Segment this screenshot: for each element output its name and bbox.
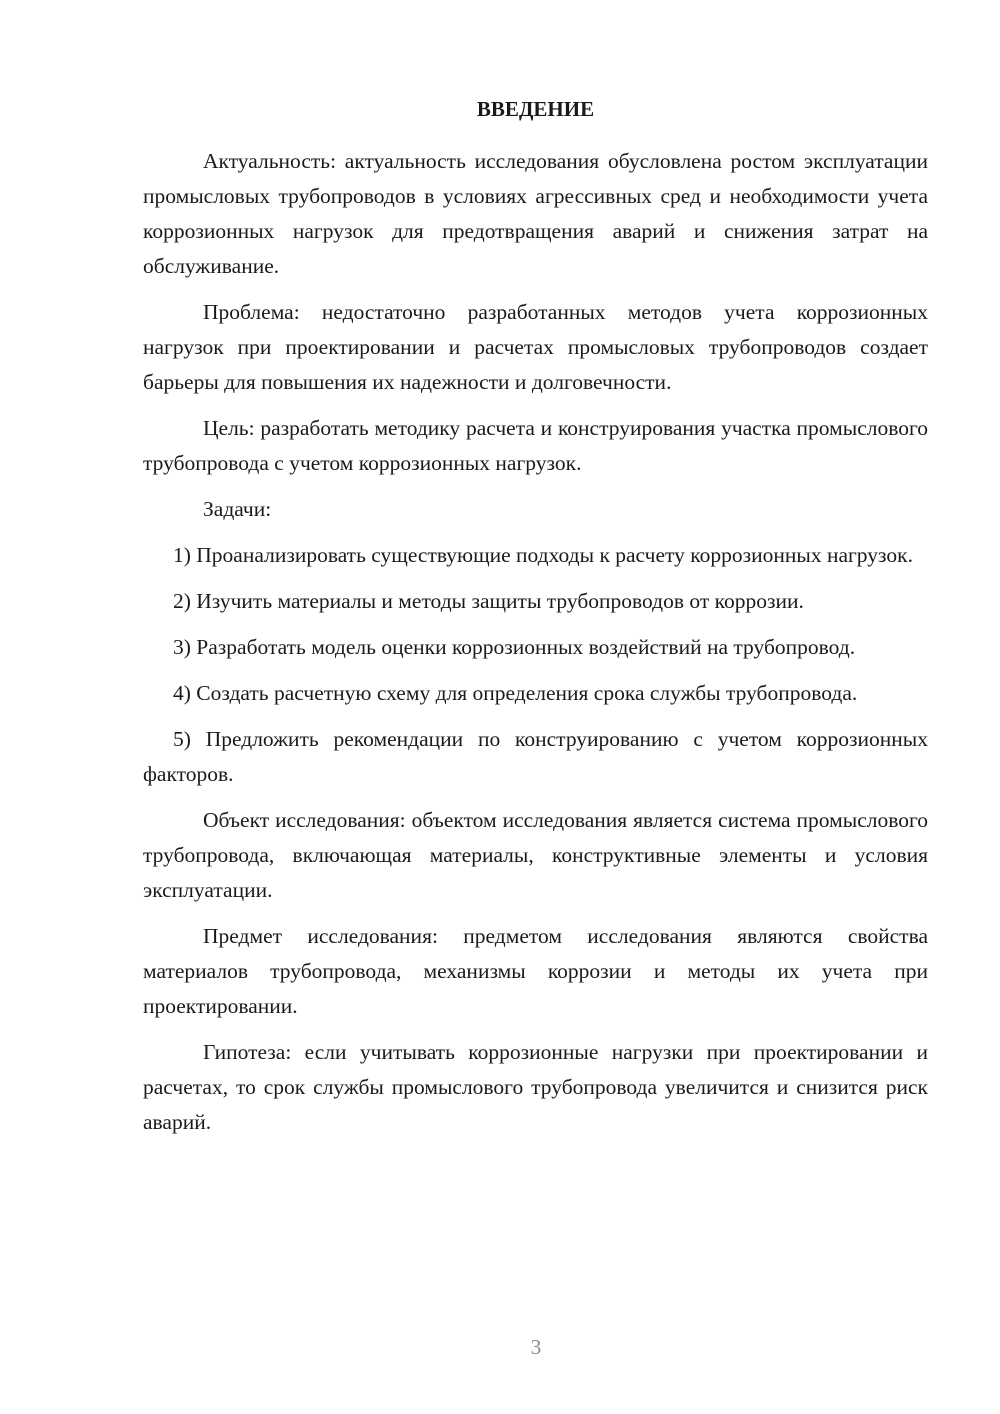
tasks-heading: Задачи: [203, 497, 272, 521]
task-item-1: 1) Проанализировать существующие подходы к расчету коррозионных нагрузок. [173, 543, 913, 567]
goal-paragraph: Цель: разработать методику расчета и конструирования участка промыслового трубопровода с учетом коррозионных нагрузок. [143, 416, 928, 475]
page-number: 3 [530, 1335, 542, 1359]
relevance-paragraph: Актуальность: актуальность исследования обусловлена ростом эксплуатации промысловых трубопроводов в условиях агрессивных сред и необходимости учета коррозионных нагрузок для предотвращения аварий и снижения затрат на обслуживание. [143, 149, 928, 278]
hypothesis-paragraph: Гипотеза: если учитывать коррозионные нагрузки при проектировании и расчетах, то срок службы промыслового трубопровода увеличится и снизится риск аварий. [143, 1040, 928, 1134]
subject-paragraph: Предмет исследования: предметом исследования являются свойства материалов трубопровода, механизмы коррозии и методы их учета при проектировании. [143, 924, 928, 1018]
task-item-4: 4) Создать расчетную схему для определения срока службы трубопровода. [173, 681, 858, 705]
problem-paragraph: Проблема: недостаточно разработанных методов учета коррозионных нагрузок при проектировании и расчетах промысловых трубопроводов создает барьеры для повышения их надежности и долговечности. [143, 300, 928, 394]
task-item-5: 5) Предложить рекомендации по конструированию с учетом коррозионных факторов. [143, 727, 928, 786]
task-item-2: 2) Изучить материалы и методы защиты трубопроводов от коррозии. [173, 589, 804, 613]
task-item-3: 3) Разработать модель оценки коррозионных воздействий на трубопровод. [173, 635, 856, 659]
object-paragraph: Объект исследования: объектом исследования является система промыслового трубопровода, включающая материалы, конструктивные элементы и условия эксплуатации. [143, 808, 928, 902]
section-heading: ВВЕДЕНИЕ [476, 97, 595, 121]
document-body [143, 92, 928, 1151]
